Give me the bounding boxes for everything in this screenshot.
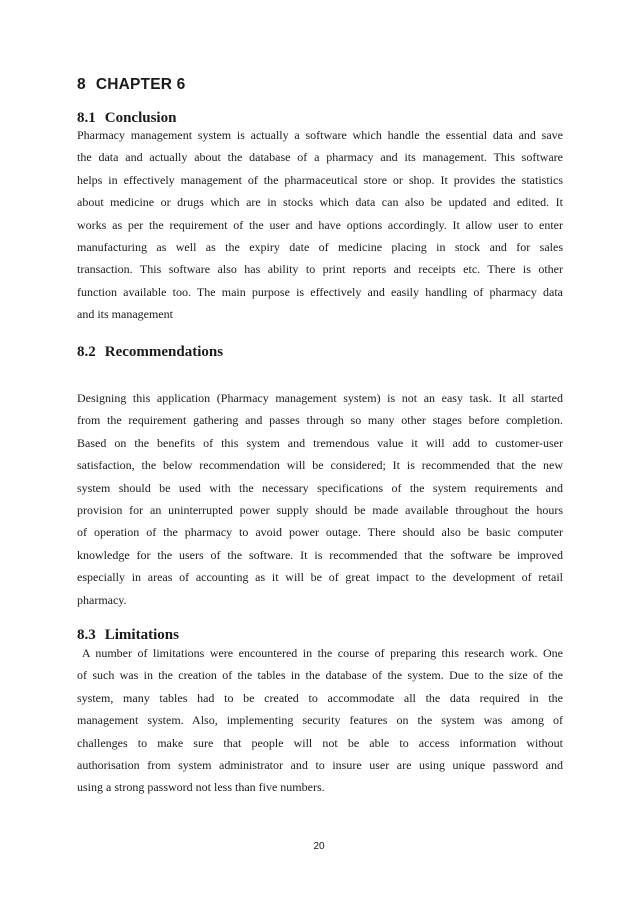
paragraph-line: helps in effectively management of the pharmaceutical store or shop. It provides the statistics xyxy=(77,172,563,187)
conclusion-paragraph xyxy=(77,124,563,326)
paragraph-line: system, many tables had to be created to accommodate all the data required in the xyxy=(77,690,563,705)
paragraph-line: Designing this application (Pharmacy management system) is not an easy task. It all started xyxy=(77,391,563,405)
chapter-heading xyxy=(77,76,185,94)
paragraph-line: from the requirement gathering and passes through so many other stages before completion. xyxy=(77,413,563,428)
chapter-number: 8 xyxy=(77,76,86,93)
paragraph-line: and its management xyxy=(77,307,173,322)
paragraph-line: of such was in the creation of the tables in the database of the system. Due to the size of the xyxy=(77,668,563,683)
paragraph-line: Based on the benefits of this system and tremendous value it will add to customer-user xyxy=(77,435,563,450)
paragraph-line: A number of limitations were encountered in the course of preparing this research work. One xyxy=(77,646,563,660)
paragraph-line: system should be used with the necessary specifications of the system requirements and xyxy=(77,480,563,495)
paragraph-line: about medicine or drugs which are in stocks which data can also be updated and edited. It xyxy=(77,195,563,210)
chapter-title: CHAPTER 6 xyxy=(95,76,186,93)
section-number: 8.1 xyxy=(77,110,96,126)
section-title: Limitations xyxy=(104,627,179,643)
paragraph-line: works as per the requirement of the user and have options accordingly. It allow user to enter xyxy=(77,217,563,232)
paragraph-line: authorisation from system administrator and to insure user are using unique password and xyxy=(77,758,563,773)
paragraph-line: satisfaction, the below recommendation will be considered; It is recommended that the new xyxy=(77,458,563,473)
section-number: 8.3 xyxy=(77,627,96,643)
paragraph-line: the data and actually about the database of a pharmacy and its management. This software xyxy=(77,150,563,165)
paragraph-line: function available too. The main purpose is effectively and easily handling of pharmacy data xyxy=(77,284,563,299)
paragraph-line: challenges to make sure that people will not be able to access information without xyxy=(77,735,563,750)
page-number: 20 xyxy=(313,841,325,852)
paragraph-line: pharmacy. xyxy=(77,592,127,607)
limitations-paragraph xyxy=(77,642,563,799)
recommendations-paragraph xyxy=(77,387,563,611)
paragraph-line: Pharmacy management system is actually a software which handle the essential data and save xyxy=(77,128,563,142)
section-number: 8.2 xyxy=(77,344,96,360)
paragraph-line: management system. Also, implementing security features on the system was among of xyxy=(77,713,563,728)
paragraph-line: especially in areas of accounting as it will be of great impact to the development of retail xyxy=(77,570,563,585)
section-title: Conclusion xyxy=(104,110,177,126)
paragraph-line: using a strong password not less than five numbers. xyxy=(77,780,325,795)
paragraph-line: provision for an uninterrupted power supply should be made available throughout the hours xyxy=(77,503,563,518)
section-title: Recommendations xyxy=(104,344,224,360)
section-heading-recommendations xyxy=(77,344,223,361)
paragraph-line: transaction. This software also has ability to print reports and receipts etc. There is other xyxy=(77,262,563,277)
paragraph-line: manufacturing as well as the expiry date of medicine placing in stock and for sales xyxy=(77,240,563,255)
paragraph-line: knowledge for the users of the software. It is recommended that the software be improved xyxy=(77,547,563,562)
paragraph-line: of operation of the pharmacy to avoid power outage. There should also be basic computer xyxy=(77,525,563,540)
